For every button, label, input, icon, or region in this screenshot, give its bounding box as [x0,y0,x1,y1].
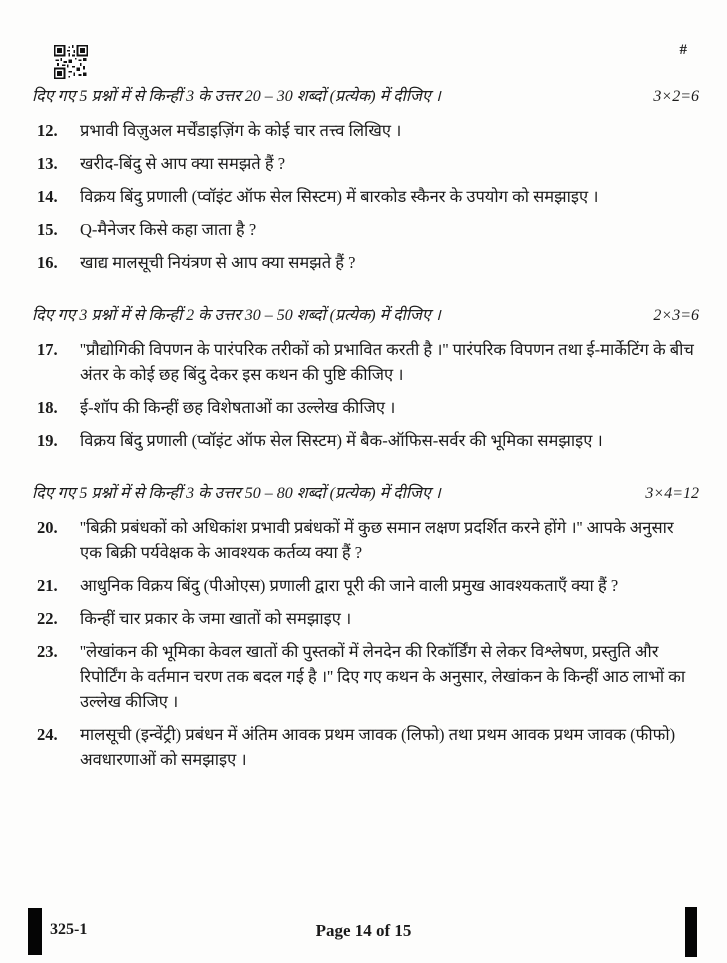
section-instruction: दिए गए 3 प्रश्नों में से किन्हीं 2 के उत्तर 30 – 50 शब्दों (प्रत्येक) में दीजिए । [32,307,441,324]
section-marks: 3×2=6 [653,88,699,105]
question-number: 15. [37,220,58,239]
question-text: विक्रय बिंदु प्रणाली (प्वॉइंट ऑफ सेल सिस्टम) में बैक-ऑफिस-सर्वर की भूमिका समझाइए । [80,431,603,450]
paper-code: 325-1 [50,921,88,938]
question-text: मालसूची (इन्वेंट्री) प्रबंधन में अंतिम आवक प्रथम जावक (लिफो) तथा प्रथम आवक प्रथम जावक (फीफो) अवधारणाओं को समझाइए । [80,725,676,769]
question-row-18 [32,395,699,420]
question-row-22 [32,606,699,631]
question-text: प्रभावी विज़ुअल मर्चेंडाइज़िंग के कोई चार तत्त्व लिखिए । [80,121,402,140]
section-short-answer-1 [32,84,699,275]
question-number: 17. [37,340,58,359]
question-row-14 [32,184,699,209]
question-text: विक्रय बिंदु प्रणाली (प्वॉइंट ऑफ सेल सिस्टम) में बारकोड स्कैनर के उपयोग को समझाइए । [80,187,599,206]
section-short-answer-2 [32,303,699,453]
question-text: ''प्रौद्योगिकी विपणन के पारंपरिक तरीकों को प्रभावित करती है ।'' पारंपरिक विपणन तथा ई-मार्केटिंग के बीच अंतर के कोई छह बिंदु देकर इस कथन की पुष्टि कीजिए । [80,340,694,384]
question-number: 23. [37,642,58,661]
question-text: किन्हीं चार प्रकार के जमा खातों को समझाइए । [80,609,352,628]
question-number: 24. [37,725,58,744]
question-row-23 [32,639,699,714]
question-number: 21. [37,576,58,595]
section-instruction: दिए गए 5 प्रश्नों में से किन्हीं 3 के उत्तर 20 – 30 शब्दों (प्रत्येक) में दीजिए । [32,88,441,105]
section-marks: 2×3=6 [653,307,699,324]
question-number: 18. [37,398,58,417]
question-row-15 [32,217,699,242]
question-number: 13. [37,154,58,173]
question-row-19 [32,428,699,453]
page-number-label: Page 14 of 15 [315,921,412,940]
question-paper-body [32,84,699,800]
page-footer [0,907,727,957]
section-instruction-row [32,84,699,109]
question-text: ''बिक्री प्रबंधकों को अधिकांश प्रभावी प्रबंधकों में कुछ समान लक्षण प्रदर्शित करने होंगे ।'' आपके अनुसार एक बिक्री पर्यवेक्षक के आवश्यक कर्तव्य क्या हैं ? [80,518,674,562]
corner-hash-mark: # [679,42,687,58]
question-row-12 [32,118,699,143]
question-number: 14. [37,187,58,206]
question-number: 20. [37,518,58,537]
question-text: ''लेखांकन की भूमिका केवल खातों की पुस्तकों में लेनदेन की रिकॉर्डिंग से लेकर विश्लेषण, प्रस्तुति और रिपोर्टिंग के वर्तमान चरण तक बदल गई है ।'' दिए गए कथन के अनुसार, लेखांकन के किन्हीं आठ लाभों का उल्लेख कीजिए । [80,642,686,711]
question-text: Q-मैनेजर किसे कहा जाता है ? [80,220,257,239]
question-text: ई-शॉप की किन्हीं छह विशेषताओं का उल्लेख कीजिए । [80,398,396,417]
right-margin-bar [685,907,697,957]
question-row-20 [32,515,699,565]
question-text: खरीद-बिंदु से आप क्या समझते हैं ? [80,154,286,173]
question-number: 19. [37,431,58,450]
question-row-16 [32,250,699,275]
question-row-21 [32,573,699,598]
section-instruction-row [32,303,699,328]
section-long-answer [32,481,699,772]
question-row-24 [32,722,699,772]
question-number: 22. [37,609,58,628]
section-marks: 3×4=12 [645,485,699,502]
question-row-13 [32,151,699,176]
question-row-17 [32,337,699,387]
section-instruction: दिए गए 5 प्रश्नों में से किन्हीं 3 के उत्तर 50 – 80 शब्दों (प्रत्येक) में दीजिए । [32,485,441,502]
qr-code-icon [54,45,88,79]
section-instruction-row [32,481,699,506]
question-text: आधुनिक विक्रय बिंदु (पीओएस) प्रणाली द्वारा पूरी की जाने वाली प्रमुख आवश्यकताएँ क्या हैं ? [80,576,619,595]
question-number: 16. [37,253,58,272]
question-text: खाद्य मालसूची नियंत्रण से आप क्या समझते हैं ? [80,253,356,272]
question-number: 12. [37,121,58,140]
